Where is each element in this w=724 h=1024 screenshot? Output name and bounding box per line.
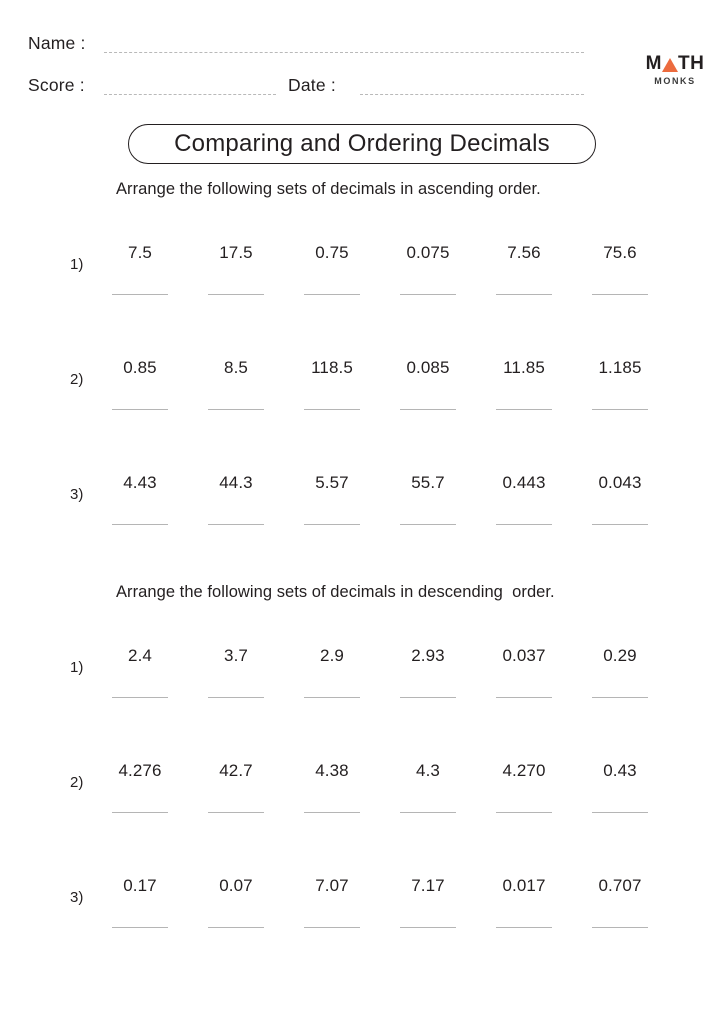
answer-blank[interactable] (592, 927, 648, 928)
decimal-value: 0.443 (502, 473, 546, 492)
decimal-value: 0.07 (219, 876, 253, 895)
decimal-cell (188, 635, 284, 664)
problem-row (0, 635, 724, 721)
date-input[interactable] (360, 94, 584, 95)
problem-row (0, 462, 724, 548)
answer-blank[interactable] (496, 927, 552, 928)
answer-blank[interactable] (400, 524, 456, 525)
problem-row (0, 750, 724, 836)
decimal-value: 7.56 (507, 243, 541, 262)
decimal-value: 0.43 (603, 761, 637, 780)
decimal-value: 7.5 (128, 243, 152, 262)
answer-blank[interactable] (592, 812, 648, 813)
answer-blank[interactable] (592, 409, 648, 410)
name-label: Name : (28, 33, 86, 53)
answer-blank[interactable] (208, 409, 264, 410)
decimal-value: 42.7 (219, 761, 253, 780)
answer-blank[interactable] (496, 524, 552, 525)
answer-blank[interactable] (208, 294, 264, 295)
decimal-value: 17.5 (219, 243, 253, 262)
decimal-value: 75.6 (603, 243, 637, 262)
problem-row (0, 865, 724, 951)
answer-blank[interactable] (112, 294, 168, 295)
decimal-value: 0.037 (502, 646, 546, 665)
decimal-value: 44.3 (219, 473, 253, 492)
decimal-cell (284, 347, 380, 376)
answer-blank[interactable] (304, 294, 360, 295)
decimal-value: 4.3 (416, 761, 440, 780)
decimal-value: 0.017 (502, 876, 546, 895)
decimal-value: 0.75 (315, 243, 349, 262)
answer-blank[interactable] (208, 927, 264, 928)
decimal-cell (380, 232, 476, 261)
decimal-cell (92, 347, 188, 376)
decimal-value: 4.276 (118, 761, 162, 780)
answer-blank[interactable] (496, 409, 552, 410)
decimal-cell (188, 232, 284, 261)
decimal-value: 0.707 (598, 876, 642, 895)
triangle-icon (662, 58, 678, 72)
answer-blank[interactable] (592, 294, 648, 295)
decimal-value: 0.29 (603, 646, 637, 665)
decimal-cell (476, 750, 572, 779)
decimal-cell (380, 347, 476, 376)
name-input[interactable] (104, 52, 584, 53)
decimal-cell (284, 750, 380, 779)
decimal-cell (284, 232, 380, 261)
decimal-cell (476, 462, 572, 491)
decimal-cell (92, 635, 188, 664)
decimal-cell (380, 865, 476, 894)
answer-blank[interactable] (112, 812, 168, 813)
decimal-cell (476, 635, 572, 664)
decimal-value: 0.043 (598, 473, 642, 492)
worksheet-title-pill (128, 124, 596, 164)
answer-blank[interactable] (592, 524, 648, 525)
section-instruction-1: Arrange the following sets of decimals in ascending order. (116, 180, 541, 198)
decimal-cell (284, 635, 380, 664)
problem-number: 2) (70, 774, 84, 791)
answer-blank[interactable] (112, 927, 168, 928)
answer-blank[interactable] (304, 524, 360, 525)
answer-blank[interactable] (496, 812, 552, 813)
score-label: Score : (28, 75, 85, 95)
logo-wordmark (636, 54, 714, 73)
decimal-cell (572, 347, 668, 376)
problem-number: 1) (70, 659, 84, 676)
decimal-value: 2.9 (320, 646, 344, 665)
decimal-cell (92, 462, 188, 491)
decimal-value: 0.075 (406, 243, 450, 262)
decimal-value: 7.07 (315, 876, 349, 895)
answer-blank[interactable] (496, 294, 552, 295)
decimal-value: 0.085 (406, 358, 450, 377)
answer-blank[interactable] (304, 697, 360, 698)
answer-blank[interactable] (208, 524, 264, 525)
answer-blank[interactable] (592, 697, 648, 698)
decimal-cell (572, 750, 668, 779)
decimal-value: 4.270 (502, 761, 546, 780)
decimal-cell (476, 347, 572, 376)
answer-blank[interactable] (400, 812, 456, 813)
decimal-cell (188, 750, 284, 779)
decimal-value: 7.17 (411, 876, 445, 895)
decimal-cell (284, 462, 380, 491)
logo-letter-m: M (645, 53, 662, 74)
mathmonks-logo (636, 54, 714, 86)
decimal-cell (188, 347, 284, 376)
problem-number: 2) (70, 371, 84, 388)
answer-blank[interactable] (304, 812, 360, 813)
answer-blank[interactable] (400, 294, 456, 295)
problem-number: 3) (70, 486, 84, 503)
problem-number: 3) (70, 889, 84, 906)
decimal-value: 8.5 (224, 358, 248, 377)
decimal-cell (188, 865, 284, 894)
answer-blank[interactable] (400, 409, 456, 410)
decimal-value: 2.4 (128, 646, 152, 665)
decimal-cell (92, 865, 188, 894)
date-label: Date : (288, 75, 336, 95)
logo-letters-th: TH (678, 53, 705, 74)
decimal-cell (572, 635, 668, 664)
decimal-cell (476, 865, 572, 894)
answer-blank[interactable] (400, 697, 456, 698)
decimal-value: 55.7 (411, 473, 445, 492)
decimal-value: 5.57 (315, 473, 349, 492)
decimal-cell (572, 865, 668, 894)
answer-blank[interactable] (112, 409, 168, 410)
problem-number: 1) (70, 256, 84, 273)
score-input[interactable] (104, 94, 276, 95)
decimal-cell (92, 232, 188, 261)
decimal-value: 1.185 (598, 358, 642, 377)
answer-blank[interactable] (208, 812, 264, 813)
decimal-value: 118.5 (311, 358, 353, 377)
decimal-value: 3.7 (224, 646, 248, 665)
decimal-value: 4.43 (123, 473, 157, 492)
answer-blank[interactable] (400, 927, 456, 928)
answer-blank[interactable] (304, 409, 360, 410)
answer-blank[interactable] (112, 524, 168, 525)
decimal-cell (284, 865, 380, 894)
decimal-value: 0.17 (123, 876, 157, 895)
decimal-cell (188, 462, 284, 491)
worksheet-header (0, 0, 724, 110)
answer-blank[interactable] (496, 697, 552, 698)
decimal-cell (380, 750, 476, 779)
logo-subtitle: MONKS (654, 76, 696, 86)
decimal-value: 0.85 (123, 358, 157, 377)
problem-row (0, 347, 724, 433)
decimal-cell (92, 750, 188, 779)
answer-blank[interactable] (208, 697, 264, 698)
decimal-cell (476, 232, 572, 261)
decimal-value: 4.38 (315, 761, 349, 780)
decimal-value: 11.85 (503, 358, 545, 377)
answer-blank[interactable] (304, 927, 360, 928)
decimal-value: 2.93 (411, 646, 445, 665)
decimal-cell (380, 462, 476, 491)
problem-row (0, 232, 724, 318)
page-title: Comparing and Ordering Decimals (174, 130, 550, 157)
decimal-cell (572, 232, 668, 261)
section-instruction-2: Arrange the following sets of decimals in descending order. (116, 583, 555, 601)
answer-blank[interactable] (112, 697, 168, 698)
decimal-cell (380, 635, 476, 664)
decimal-cell (572, 462, 668, 491)
